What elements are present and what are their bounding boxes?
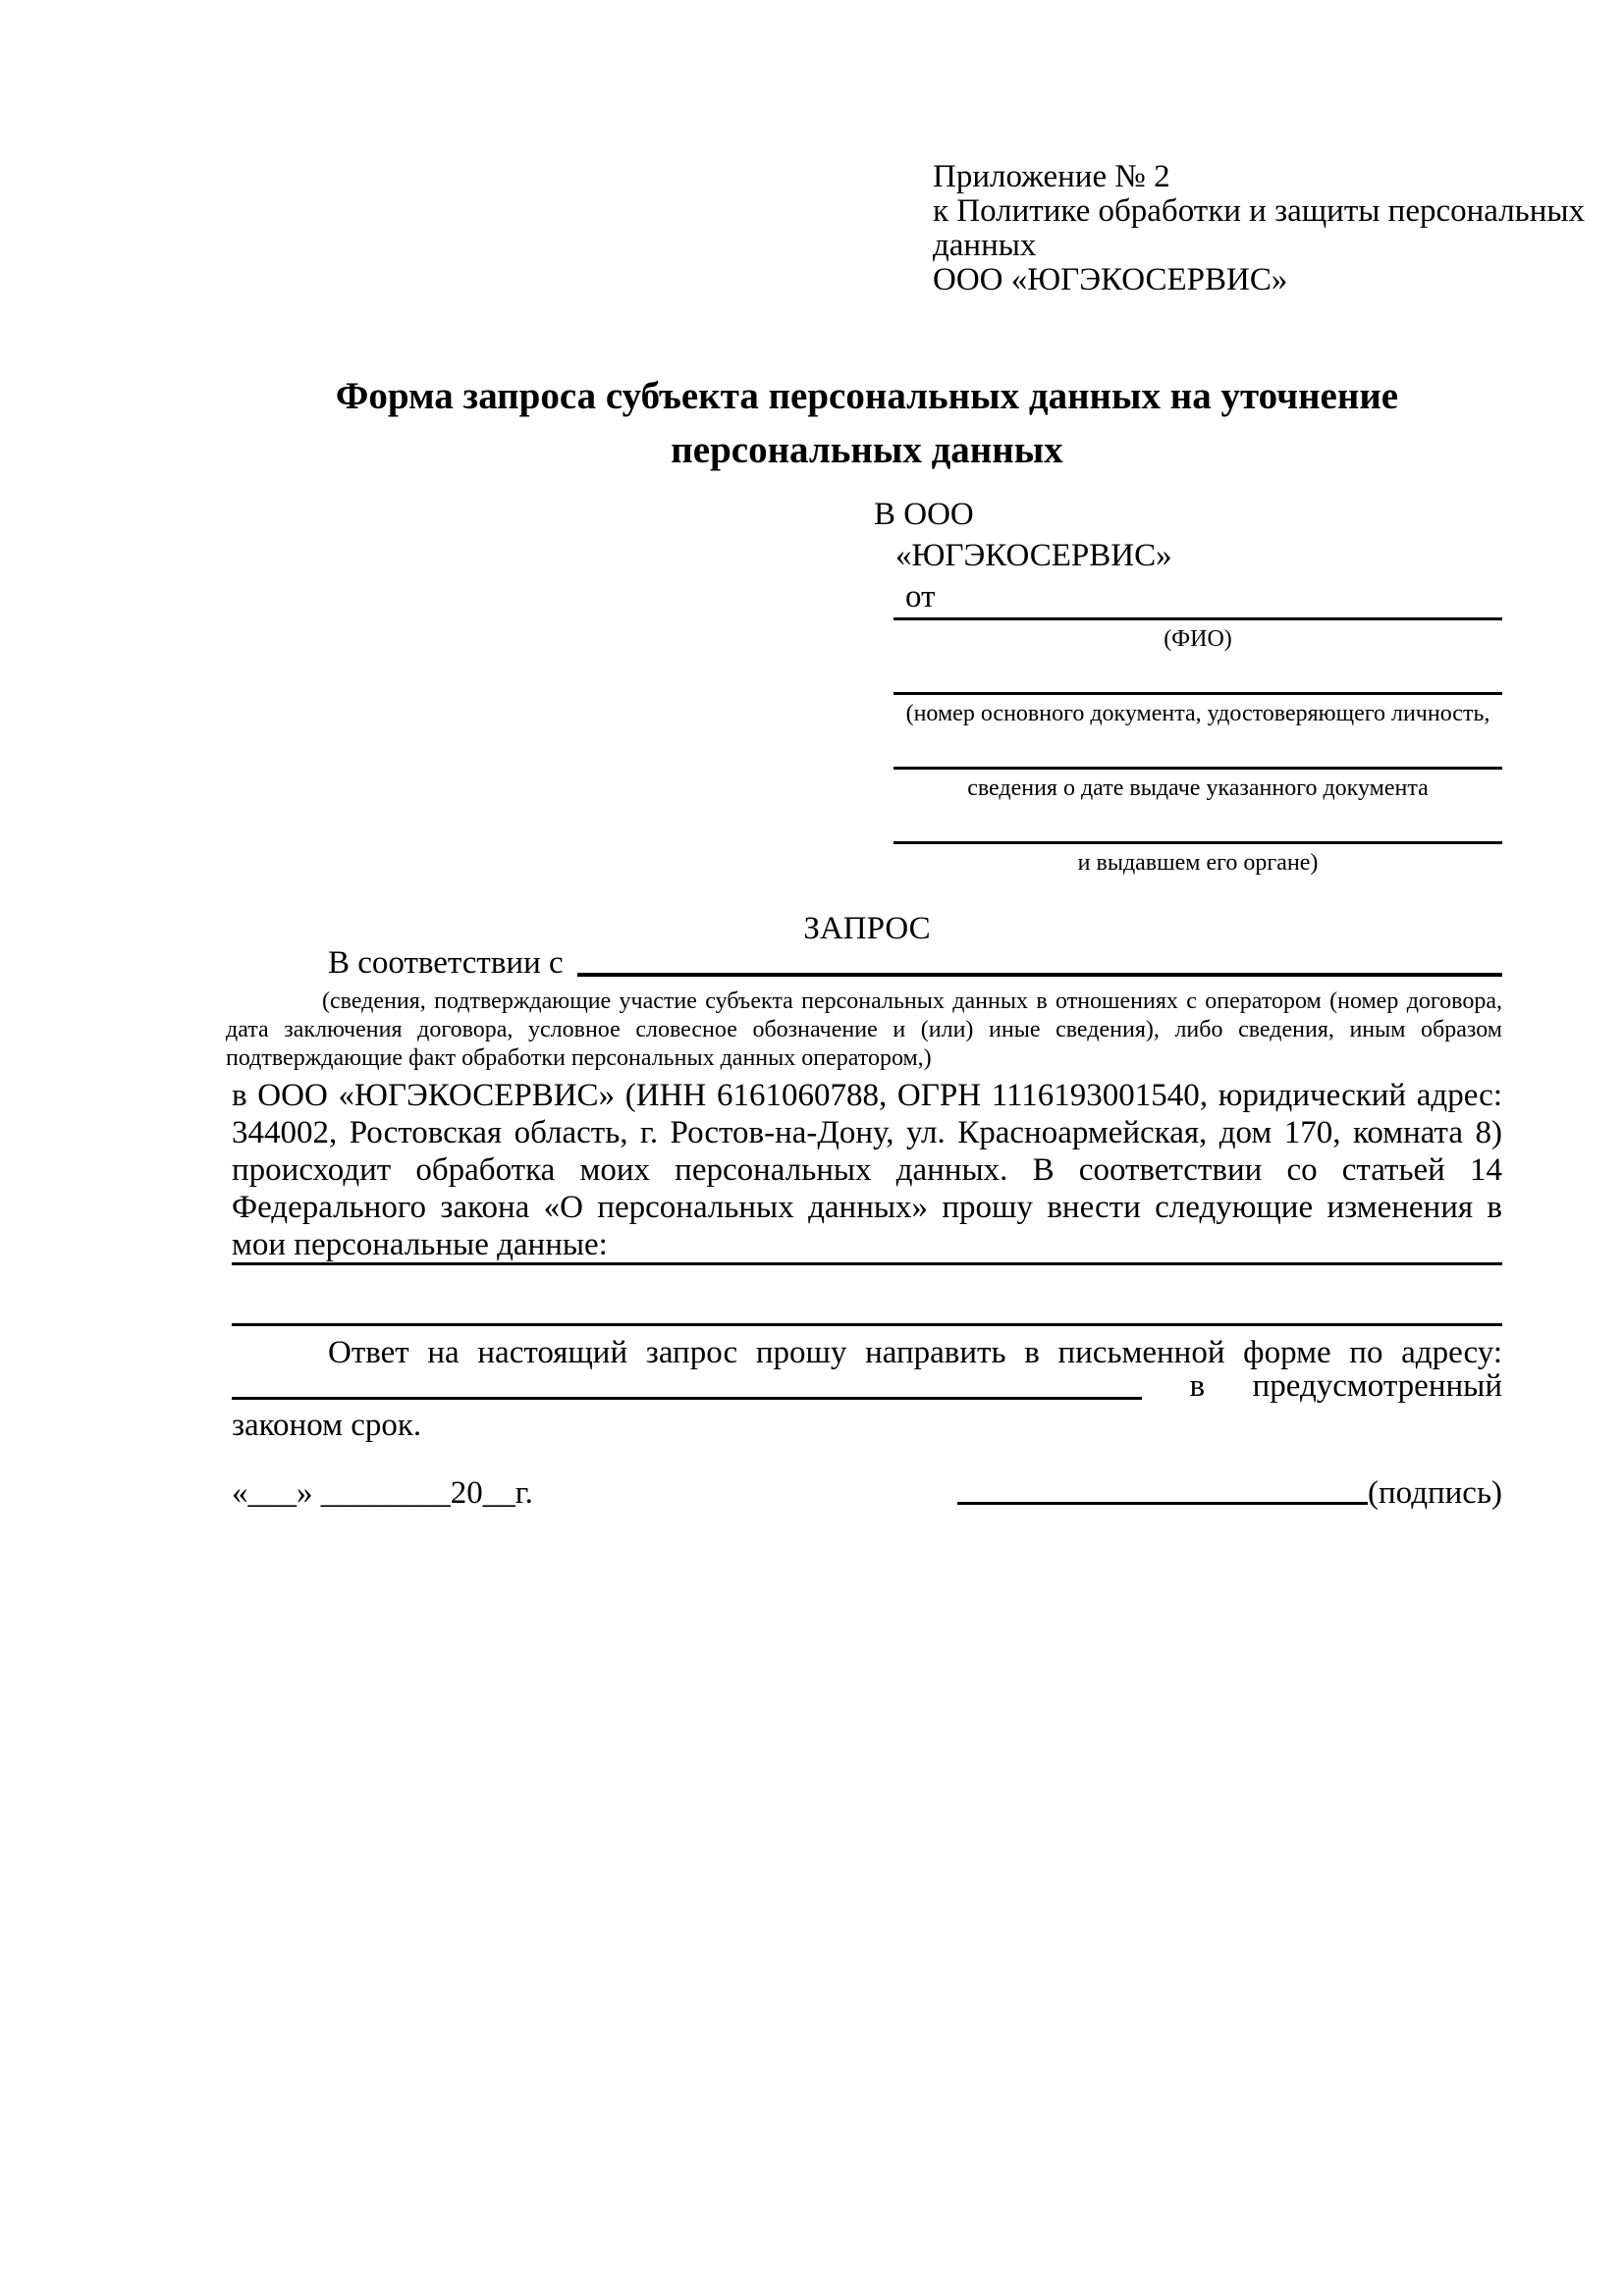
document-issuer-caption: и выдавшем его органе) [1077,850,1319,876]
addressee-block [874,494,1502,878]
reply-lead-paragraph: Ответ на настоящий запрос прошу направить в письменной форме по адресу: [328,1335,1502,1370]
date-signature-row [232,1473,1502,1513]
annex-line-1: Приложение № 2 [933,159,1170,194]
reply-address-row [232,1366,1502,1406]
annex-line-2: к Политике обработки и защиты персональных [933,193,1586,229]
document-issue-date-field [893,767,1502,803]
document-number-field [893,692,1502,728]
basis-label: В соответствии с [328,945,564,981]
request-body-paragraph: в ООО «ЮГЭКОСЕРВИС» (ИНН 6161060788, ОГРН 1116193001540, юридический адрес: 344002, Ростовская область, г. Ростов-на-Дону, ул. Красноармейская, дом 170, комната 8) происходит обработка моих персональных данных. В соответствии со статьей 14 Федерального закона «О персональных данных» прошу внести следующие изменения в мои персональные данные: [232,1078,1502,1262]
reply-end-text: законом срок. [232,1408,422,1443]
document-issuer-blank-line [893,841,1502,844]
signature-field [957,1473,1502,1513]
document-number-blank-line [893,692,1502,695]
basis-line [232,943,1502,983]
fio-caption: (ФИО) [1164,626,1232,652]
addressee-org-line-1: В ООО [874,497,974,532]
annex-line-4: ООО «ЮГЭКОСЕРВИС» [933,262,1288,297]
fio-field [893,617,1502,654]
document-number-caption: (номер основного документа, удостоверяющего личность, [905,701,1490,726]
basis-note: (сведения, подтверждающие участие субъекта персональных данных в отношениях с оператором (номер договора, дата заключения договора, условное словесное обозначение и (или) иные сведения), либо сведения, иным образом подтверждающие факт обработки персональных данных оператором,) [226,988,1502,1071]
document-issuer-field [893,841,1502,878]
addressee-from-label: от [905,579,936,614]
signature-caption: (подпись) [1368,1475,1502,1511]
date-blank: «___» ________20__г. [232,1475,533,1511]
reply-tail-word-1: в [1189,1368,1206,1404]
addressee-org-line-2: «ЮГЭКОСЕРВИС» [895,538,1172,573]
request-heading: ЗАПРОС [803,911,931,946]
changes-blank-line-2 [232,1323,1502,1326]
changes-blank-line-1 [232,1262,1502,1265]
document-issue-date-blank-line [893,767,1502,770]
reply-tail-word-2: предусмотренный [1252,1368,1502,1404]
fio-blank-line [893,617,1502,620]
signature-blank-line [957,1502,1368,1505]
address-blank-line [232,1397,1142,1400]
document-issue-date-caption: сведения о дате выдаче указанного документа [967,775,1429,801]
document-title: Форма запроса субъекта персональных данных на уточнение персональных данных [335,375,1399,471]
annex-block [933,160,1585,297]
addressee-blanks [893,617,1502,878]
basis-blank-line [577,973,1502,977]
annex-line-3: данных [933,228,1037,263]
